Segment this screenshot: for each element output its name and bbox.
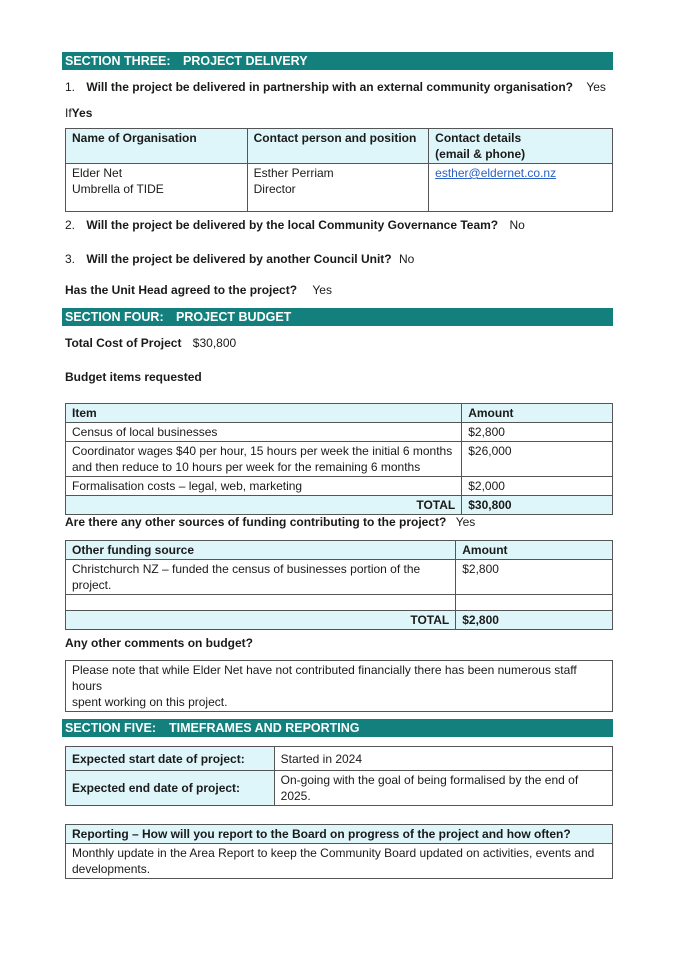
other-sources-question: Are there any other sources of funding contributing to the project? Yes [65, 515, 476, 529]
question-3: 3. Will the project be delivered by another Council Unit? No [65, 252, 415, 266]
section-title: TIMEFRAMES AND REPORTING [169, 721, 360, 735]
start-date-value: Started in 2024 [274, 747, 612, 771]
comments-box: Please note that while Elder Net have not contributed financially there has been numerous staff hours spent working on this project. [65, 660, 613, 712]
header-item: Item [66, 404, 462, 423]
section-number: SECTION FIVE: [65, 721, 156, 735]
question-2: 2. Will the project be delivered by the local Community Governance Team? No [65, 218, 525, 232]
answer: Yes [586, 80, 606, 94]
total-row [66, 611, 613, 630]
organisation-table [65, 128, 613, 212]
header-contact-details: Contact details (email & phone) [429, 129, 613, 164]
header-amount: Amount [456, 541, 613, 560]
section-three-header [62, 52, 613, 70]
timeframes-table [65, 746, 613, 806]
budget-heading: Budget items requested [65, 370, 202, 384]
empty-row [66, 595, 613, 611]
unit-head-question: Has the Unit Head agreed to the project? Yes [65, 283, 332, 297]
table-row: Christchurch NZ – funded the census of businesses portion of the project. $2,800 [66, 560, 613, 595]
funding-table [65, 540, 613, 630]
answer: Yes [455, 515, 476, 529]
table-row: Formalisation costs – legal, web, marketing $2,000 [66, 477, 613, 496]
section-number: SECTION THREE: [65, 54, 171, 68]
if-yes-label: IfYes [65, 106, 93, 120]
section-number: SECTION FOUR: [65, 310, 164, 324]
start-date-label: Expected start date of project: [66, 747, 275, 771]
reporting-table [65, 824, 613, 879]
table-row: Coordinator wages $40 per hour, 15 hours per week the initial 6 months and then reduce to 10 hours per week for the remaining 6 months $26,000 [66, 442, 613, 477]
section-title: PROJECT BUDGET [176, 310, 292, 324]
header-organisation: Name of Organisation [66, 129, 248, 164]
header-contact-person: Contact person and position [247, 129, 429, 164]
contact-details-cell [429, 164, 613, 212]
contact-person-cell: Esther Perriam Director [247, 164, 429, 212]
header-funding-source: Other funding source [66, 541, 456, 560]
total-label: TOTAL [66, 496, 462, 515]
end-date-value: On-going with the goal of being formalised by the end of 2025. [274, 771, 612, 806]
section-title: PROJECT DELIVERY [183, 54, 308, 68]
answer: No [509, 218, 525, 232]
total-row [66, 496, 613, 515]
question-1: 1. Will the project be delivered in partnership with an external community organisation? Yes [65, 80, 606, 94]
answer: No [398, 252, 415, 266]
section-four-header [62, 308, 613, 326]
comments-heading: Any other comments on budget? [65, 636, 254, 650]
end-date-label: Expected end date of project: [66, 771, 275, 806]
section-five-header [62, 719, 613, 737]
email-link[interactable]: esther@eldernet.co.nz [435, 166, 557, 180]
reporting-heading: Reporting – How will you report to the Board on progress of the project and how often? [66, 825, 613, 844]
reporting-text: Monthly update in the Area Report to keep the Community Board updated on activities, events and developments. [66, 844, 613, 879]
total-cost: Total Cost of Project $30,800 [65, 336, 237, 350]
table-row: Census of local businesses $2,800 [66, 423, 613, 442]
header-amount: Amount [462, 404, 613, 423]
total-label: TOTAL [66, 611, 456, 630]
total-cost-value: $30,800 [192, 336, 237, 350]
organisation-cell: Elder Net Umbrella of TIDE [66, 164, 248, 212]
total-value: $2,800 [456, 611, 613, 630]
total-value: $30,800 [462, 496, 613, 515]
answer: Yes [312, 283, 332, 297]
budget-table [65, 403, 613, 515]
